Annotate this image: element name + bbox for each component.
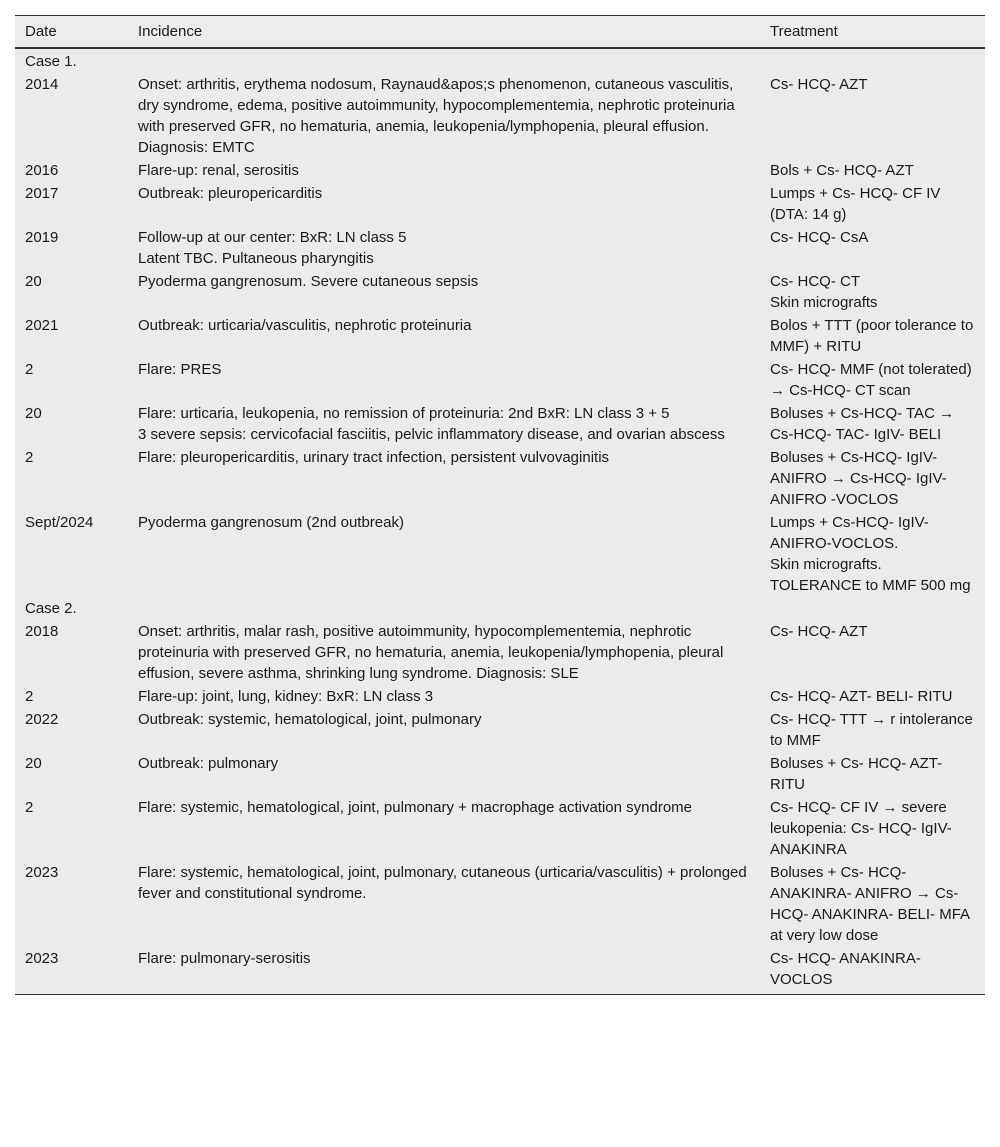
cell-incidence	[128, 269, 760, 313]
treatment-line: Cs- HCQ- CsA	[770, 229, 869, 246]
header-date: Date	[15, 16, 128, 49]
cell-date: 2	[25, 799, 34, 816]
cell-date: 2	[25, 361, 34, 378]
cell-date: 2021	[25, 317, 59, 334]
incidence-line: Flare: systemic, hematological, joint, pulmonary, cutaneous (urticaria/vasculitis) + prolonged fever and constitutional syndrome.	[138, 864, 747, 902]
cell-incidence	[128, 795, 760, 860]
cell-date: 2014	[25, 76, 59, 93]
table-row	[15, 181, 985, 225]
incidence-line: Latent TBC. Pultaneous pharyngitis	[138, 250, 374, 267]
incidence-line: Flare: PRES	[138, 361, 222, 378]
header-incidence: Incidence	[128, 16, 760, 49]
case-label: Case 1.	[25, 53, 77, 70]
cell-treatment	[760, 619, 985, 684]
cell-incidence	[128, 158, 760, 181]
cell-treatment	[760, 684, 985, 707]
cell-treatment	[760, 510, 985, 596]
table-row	[15, 946, 985, 995]
cell-incidence	[128, 751, 760, 795]
incidence-line: Flare: systemic, hematological, joint, pulmonary + macrophage activation syndrome	[138, 799, 693, 816]
treatment-line: Cs- HCQ- TTT → r intolerance to MMF	[770, 711, 973, 749]
incidence-line: Flare: pleuropericarditis, urinary tract infection, persistent vulvovaginitis	[138, 449, 610, 466]
table-row	[15, 860, 985, 946]
table-row	[15, 72, 985, 158]
cell-treatment	[760, 357, 985, 401]
cell-treatment	[760, 860, 985, 946]
cell-date: 2023	[15, 946, 128, 995]
cell-treatment	[760, 158, 985, 181]
table-body	[15, 48, 985, 995]
cell-treatment	[760, 181, 985, 225]
incidence-line: Follow-up at our center: BxR: LN class 5	[138, 229, 407, 246]
incidence-line: Onset: arthritis, malar rash, positive autoimmunity, hypocomplementemia, nephrotic proteinuria with preserved GFR, no hematuria, anemia, leukopenia/lymphopenia, pleural effusion, severe asthma, shrinking lung syndrome. Diagnosis: SLE	[138, 623, 724, 682]
table-row	[15, 684, 985, 707]
cell-incidence	[128, 313, 760, 357]
cell-incidence	[128, 684, 760, 707]
cell-incidence	[128, 510, 760, 596]
table-row	[15, 313, 985, 357]
cell-treatment	[760, 707, 985, 751]
header-treatment: Treatment	[760, 16, 985, 49]
cell-treatment	[760, 225, 985, 269]
incidence-line: Pyoderma gangrenosum (2nd outbreak)	[138, 514, 404, 531]
cell-incidence	[128, 707, 760, 751]
treatment-line: Cs- HCQ- CF IV → severe leukopenia: Cs- HCQ- IgIV- ANAKINRA	[770, 799, 952, 858]
treatment-line: Lumps + Cs- HCQ- CF IV (DTA: 14 g)	[770, 185, 941, 223]
cell-incidence	[128, 946, 760, 995]
treatment-line: Boluses + Cs- HCQ- AZT- RITU	[770, 755, 943, 793]
cell-date: 20	[25, 755, 42, 772]
incidence-line: 3 severe sepsis: cervicofacial fasciitis, pelvic inflammatory disease, and ovarian abscess	[138, 426, 725, 443]
treatment-line: Cs- HCQ- AZT	[770, 623, 868, 640]
treatment-line: Boluses + Cs-HCQ- TAC → Cs-HCQ- TAC- IgIV- BELI	[770, 405, 955, 443]
treatment-line: Boluses + Cs- HCQ- ANAKINRA- ANIFRO → Cs- HCQ- ANAKINRA- BELI- MFA at very low dose	[770, 864, 970, 944]
cell-treatment	[760, 751, 985, 795]
cell-date: 2019	[25, 229, 59, 246]
table-row	[15, 269, 985, 313]
case-label: Case 2.	[25, 600, 77, 617]
treatment-line: Skin micrografts. TOLERANCE to MMF 500 mg	[770, 556, 971, 594]
incidence-line: Outbreak: urticaria/vasculitis, nephrotic proteinuria	[138, 317, 472, 334]
treatment-line: Cs- HCQ- CT	[770, 273, 860, 290]
incidence-line: Pyoderma gangrenosum. Severe cutaneous sepsis	[138, 273, 479, 290]
table-row	[15, 225, 985, 269]
table-row	[15, 510, 985, 596]
cell-date: Sept/2024	[25, 514, 94, 531]
cell-date: 2018	[25, 623, 59, 640]
cell-treatment	[760, 269, 985, 313]
cell-treatment	[760, 445, 985, 510]
incidence-line: Outbreak: pleuropericarditis	[138, 185, 323, 202]
cell-treatment	[760, 795, 985, 860]
cell-date: 20	[25, 273, 42, 290]
table-row	[15, 707, 985, 751]
cell-date: 2016	[25, 162, 59, 179]
table-row	[15, 158, 985, 181]
cell-treatment	[760, 313, 985, 357]
incidence-line: Flare-up: joint, lung, kidney: BxR: LN class 3	[138, 688, 434, 705]
case-label-row	[15, 48, 985, 72]
treatment-line: Boluses + Cs-HCQ- IgIV- ANIFRO → Cs-HCQ- IgIV- ANIFRO -VOCLOS	[770, 449, 947, 508]
incidence-line: Outbreak: systemic, hematological, joint, pulmonary	[138, 711, 482, 728]
cell-incidence	[128, 401, 760, 445]
treatment-line: Cs- HCQ- MMF (not tolerated) → Cs-HCQ- CT scan	[770, 361, 972, 399]
treatment-line: Bols + Cs- HCQ- AZT	[770, 162, 914, 179]
cell-treatment	[760, 946, 985, 995]
table-row	[15, 795, 985, 860]
cell-incidence	[128, 860, 760, 946]
cell-treatment	[760, 72, 985, 158]
treatment-line: Skin micrografts	[770, 294, 878, 311]
table-row	[15, 751, 985, 795]
cell-incidence	[128, 225, 760, 269]
incidence-line: Flare-up: renal, serositis	[138, 162, 299, 179]
treatment-line: Cs- HCQ- AZT- BELI- RITU	[770, 688, 953, 705]
incidence-line: Flare: pulmonary-serositis	[138, 950, 311, 967]
cell-date: 2	[25, 688, 34, 705]
incidence-line: Flare: urticaria, leukopenia, no remission of proteinuria: 2nd BxR: LN class 3 + 5	[138, 405, 670, 422]
table-row	[15, 401, 985, 445]
table-header-row	[15, 16, 985, 49]
cell-incidence	[128, 619, 760, 684]
cell-incidence	[128, 72, 760, 158]
cell-date: 2022	[25, 711, 59, 728]
incidence-line: Outbreak: pulmonary	[138, 755, 279, 772]
cell-date: 2	[25, 449, 34, 466]
cell-date: 2023	[25, 864, 59, 881]
cell-date: 2017	[25, 185, 59, 202]
cell-date: 20	[25, 405, 42, 422]
incidence-line: Onset: arthritis, erythema nodosum, Raynaud&apos;s phenomenon, cutaneous vasculitis, dry syndrome, edema, positive autoimmunity, hypocomplementemia, nephrotic proteinuria with preserved GFR, no hematuria, anemia, leukopenia/lymphopenia, pleural effusion. Diagnosis: EMTC	[138, 76, 735, 156]
table-container	[15, 15, 985, 995]
treatment-line: Lumps + Cs-HCQ- IgIV- ANIFRO-VOCLOS.	[770, 514, 929, 552]
cell-incidence	[128, 357, 760, 401]
cell-incidence	[128, 445, 760, 510]
treatment-line: Cs- HCQ- ANAKINRA- VOCLOS	[770, 950, 921, 988]
cell-incidence	[128, 181, 760, 225]
cell-treatment	[760, 401, 985, 445]
case-table	[15, 15, 985, 995]
case-label-row	[15, 596, 985, 619]
table-row	[15, 357, 985, 401]
treatment-line: Bolos + TTT (poor tolerance to MMF) + RITU	[770, 317, 974, 355]
treatment-line: Cs- HCQ- AZT	[770, 76, 868, 93]
table-row	[15, 619, 985, 684]
table-row	[15, 445, 985, 510]
